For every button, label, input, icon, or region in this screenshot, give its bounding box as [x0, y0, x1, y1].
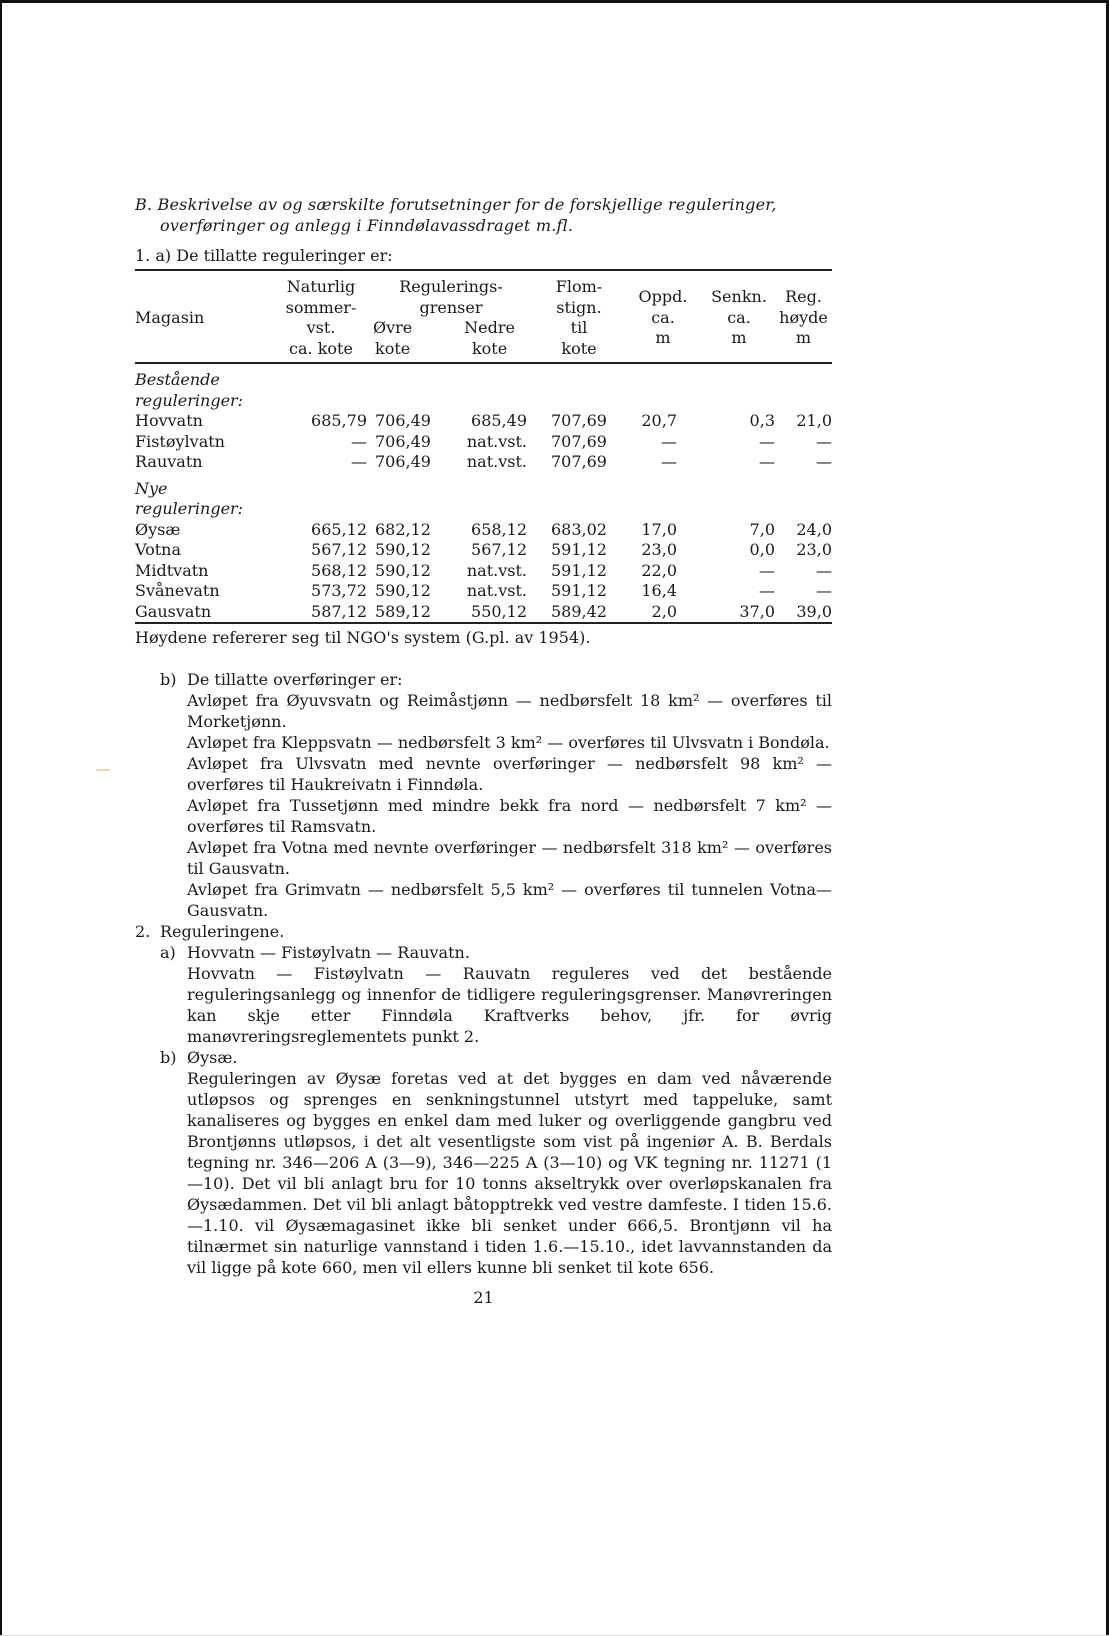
section-1a-text: De tillatte reguleringer er:	[176, 246, 393, 265]
header-reguleringsgrenser: Regulerings- grenser Øvre kote Nedre kote	[367, 270, 535, 363]
table-row	[135, 520, 832, 541]
transfer-item: Avløpet fra Tussetjønn med mindre bekk fra nord — nedbørsfelt 7 km² — overføres til Ramsvatn.	[187, 796, 832, 836]
table-row	[135, 411, 832, 432]
cell-senkn: —	[759, 581, 775, 600]
cell-reg: —	[816, 560, 832, 580]
cell-senkn: 7,0	[749, 519, 775, 539]
page-number: 21	[473, 1288, 494, 1307]
scan-border-top	[0, 0, 1109, 3]
header-naturlig: Naturlig sommer- vst. ca. kote	[275, 270, 367, 363]
cell-flom: 683,02	[551, 519, 607, 539]
cell-reg: —	[816, 452, 832, 471]
cell-oppd: 20,7	[641, 411, 677, 430]
cell-nedre: 658,12	[471, 519, 527, 539]
cell-oppd: 16,4	[641, 581, 677, 600]
cell-reg: —	[816, 431, 832, 451]
header-magasin: Magasin	[135, 270, 275, 363]
cell-ovre: 706,49	[375, 431, 431, 451]
header-subcols	[367, 318, 535, 359]
cell-nedre: nat.vst.	[466, 581, 527, 600]
cell-reg: —	[816, 581, 832, 600]
section-heading: B. Beskrivelse av og særskilte forutsetninger for de forskjellige reguleringer, overføringer og anlegg i Finndølavassdraget m.fl.	[135, 195, 777, 235]
section-2b	[135, 1047, 832, 1278]
cell-magasin: Fistøylvatn	[135, 431, 225, 451]
transfer-item: Avløpet fra Kleppsvatn — nedbørsfelt 3 km² — overføres til Ulvsvatn i Bondøla.	[187, 733, 830, 752]
cell-oppd: 22,0	[641, 560, 677, 580]
group-title-row	[135, 473, 832, 500]
group-title-row	[135, 363, 832, 391]
cell-naturlig: —	[351, 431, 367, 451]
cell-flom: 707,69	[551, 411, 607, 430]
header-nedre: Nedre kote	[464, 318, 515, 358]
group-title-row	[135, 391, 832, 412]
cell-oppd: —	[661, 452, 677, 471]
cell-senkn: 0,0	[749, 540, 775, 559]
cell-naturlig: 685,79	[311, 411, 367, 430]
cell-flom: 591,12	[551, 540, 607, 559]
cell-naturlig: 665,12	[311, 519, 367, 539]
cell-flom: 707,69	[551, 452, 607, 471]
cell-senkn: 37,0	[703, 602, 775, 624]
cell-ovre: 706,49	[375, 411, 431, 430]
table-row	[135, 561, 832, 582]
section-1a-title	[135, 245, 832, 266]
cell-magasin: Gausvatn	[135, 602, 275, 624]
cell-magasin: Svånevatn	[135, 581, 220, 600]
cell-ovre: 706,49	[375, 452, 431, 471]
group-title: reguleringer:	[135, 390, 244, 410]
cell-magasin: Rauvatn	[135, 452, 203, 471]
cell-nedre: nat.vst.	[466, 431, 527, 451]
section-2b-title: Øysæ.	[187, 1048, 238, 1067]
cell-flom: 591,12	[551, 581, 607, 600]
section-2a-title: Hovvatn — Fistøylvatn — Rauvatn.	[187, 943, 470, 962]
cell-nedre: nat.vst.	[466, 560, 527, 580]
cell-magasin: Øysæ	[135, 519, 181, 539]
cell-reg: 21,0	[796, 411, 832, 430]
section-2a	[135, 942, 832, 1047]
cell-reg: 23,0	[796, 540, 832, 559]
cell-magasin: Hovvatn	[135, 411, 203, 430]
scan-artifact	[96, 769, 110, 771]
cell-naturlig: 567,12	[311, 540, 367, 559]
cell-reg: 39,0	[775, 602, 832, 624]
cell-flom: 591,12	[551, 560, 607, 580]
section-1b-title: De tillatte overføringer er:	[187, 670, 403, 689]
transfer-list	[187, 690, 832, 921]
table-row	[135, 581, 832, 602]
cell-magasin: Votna	[135, 540, 181, 559]
transfer-item: Avløpet fra Grimvatn — nedbørsfelt 5,5 km² — overføres til tunnelen Votna—Gausvatn.	[187, 880, 832, 920]
transfer-item: Avløpet fra Øyuvsvatn og Reimåstjønn — nedbørsfelt 18 km² — overføres til Morketjønn.	[187, 691, 832, 731]
cell-naturlig: 573,72	[311, 581, 367, 600]
transfer-item: Avløpet fra Votna med nevnte overføringer — nedbørsfelt 318 km² — overføres til Gausvatn.	[187, 838, 832, 878]
header-flom: Flom- stign. til kote	[535, 270, 623, 363]
section-2-label: 2.	[135, 922, 151, 941]
cell-nedre: 550,12	[437, 602, 535, 624]
cell-naturlig: 568,12	[311, 560, 367, 580]
group-title: Nye	[135, 478, 168, 498]
cell-naturlig: —	[351, 452, 367, 471]
cell-flom: 707,69	[551, 431, 607, 451]
cell-ovre: 589,12	[367, 602, 437, 624]
section-2b-label: b)	[160, 1048, 177, 1067]
cell-senkn: —	[759, 560, 775, 580]
group-title-row	[135, 499, 832, 520]
section-2a-label: a)	[160, 943, 176, 962]
cell-ovre: 590,12	[375, 540, 431, 559]
cell-ovre: 682,12	[375, 519, 431, 539]
table-row	[135, 540, 832, 561]
cell-ovre: 590,12	[375, 560, 431, 580]
header-ovre: Øvre kote	[373, 318, 413, 358]
section-2-title: Reguleringene.	[160, 922, 285, 941]
table-row	[135, 602, 832, 624]
section-1a-label: 1. a)	[135, 246, 172, 265]
cell-magasin: Midtvatn	[135, 560, 209, 580]
cell-oppd: 2,0	[623, 602, 703, 624]
cell-senkn: —	[759, 452, 775, 471]
cell-flom: 589,42	[535, 602, 623, 624]
cell-reg: 24,0	[796, 519, 832, 539]
scan-border-left	[0, 0, 2, 1636]
table-row	[135, 432, 832, 453]
table-row	[135, 452, 832, 473]
section-2	[135, 921, 832, 942]
section-1b	[135, 669, 832, 921]
header-reg: Reg. høyde m	[775, 270, 832, 363]
cell-naturlig: 587,12	[275, 602, 367, 624]
cell-ovre: 590,12	[375, 581, 431, 600]
document-page	[135, 194, 832, 1308]
cell-nedre: nat.vst.	[466, 452, 527, 471]
regulation-table	[135, 269, 832, 624]
section-2b-text: Reguleringen av Øysæ foretas ved at det bygges en dam ved nåværende utløpsos og sprenges en senkningstunnel utstyrt med tappeluke, samt kanaliseres og bygges en enkel dam med luker og overliggende gangbru ved Brontjønns utløpsos, i det alt vesentligste som vist på ingeniør A. B. Berdals tegning nr. 346—206 A (3—9), 346—225 A (3—10) og VK tegning nr. 11271 (1—10). Det vil bli anlagt bru for 10 tonns akseltrykk over overløpskanalen fra Øysædammen. Det vil bli anlagt båtopptrekk ved vestre damfeste. I tiden 15.6.—1.10. vil Øysæmagasinet ikke bli senket under 666,5. Brontjønn vil ha tilnærmet sin naturlige vannstand i tiden 1.6.—15.10., idet lavvannstanden da vil ligge på kote 660, men vil ellers kunne bli senket til kote 656.	[187, 1069, 832, 1277]
cell-nedre: 685,49	[471, 411, 527, 430]
cell-senkn: 0,3	[749, 411, 775, 430]
table-footnote: Høydene refererer seg til NGO's system (G.pl. av 1954).	[135, 628, 591, 647]
group-title: reguleringer:	[135, 499, 244, 518]
header-oppd: Oppd. ca. m	[623, 270, 703, 363]
section-2a-text: Hovvatn — Fistøylvatn — Rauvatn reguleres ved det bestående reguleringsanlegg og innenfor de tidligere reguleringsgrenser. Manøvreringen kan skje etter Finndøla Kraftverks behov, jfr. for øvrig manøvreringsreglementets punkt 2.	[187, 964, 832, 1046]
table-body	[135, 363, 832, 623]
section-1b-label: b)	[160, 670, 177, 689]
header-senkn: Senkn. ca. m	[703, 270, 775, 363]
group-title: Bestående	[135, 370, 220, 389]
cell-senkn: —	[759, 431, 775, 451]
cell-oppd: 23,0	[641, 540, 677, 559]
transfer-item: Avløpet fra Ulvsvatn med nevnte overføringer — nedbørsfelt 98 km² — overføres til Haukreivatn i Finndøla.	[187, 754, 832, 794]
table-header-row	[135, 270, 832, 363]
cell-oppd: —	[661, 431, 677, 451]
cell-nedre: 567,12	[471, 540, 527, 559]
cell-oppd: 17,0	[641, 519, 677, 539]
